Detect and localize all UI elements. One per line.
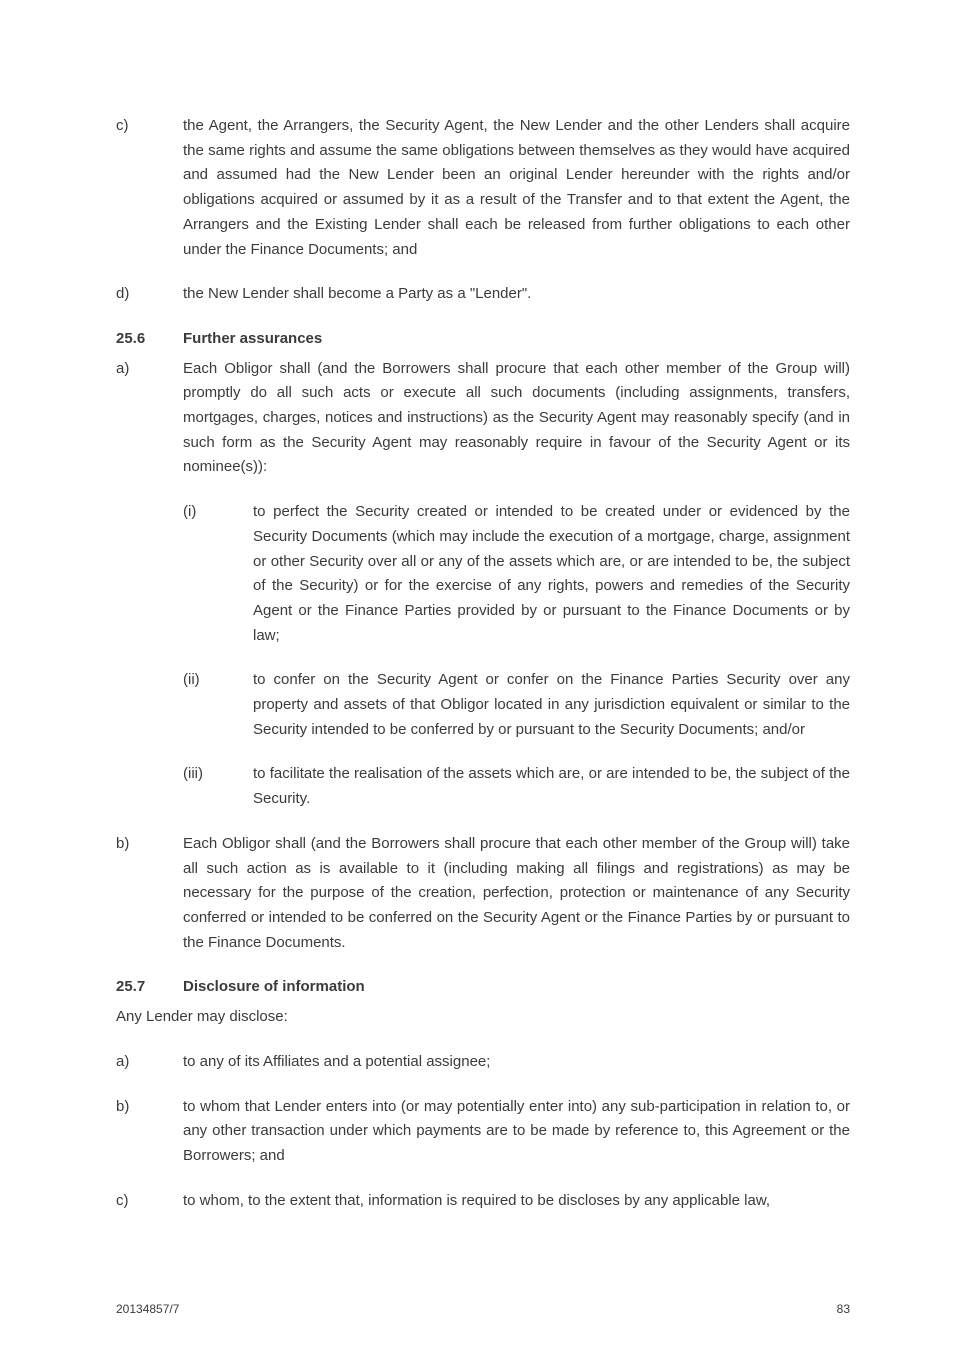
clause-text: Each Obligor shall (and the Borrowers shall procure that each other member of the Group will) take all such action as is available to it (including making all filings and registrations) as may be necessary for the purpose of the creation, perfection, protection or maintenance of any Security conferred or intended to be conferred on the Security Agent or the Finance Parties by or pursuant to the Finance Documents. (183, 834, 850, 951)
clause-marker: a) (116, 1052, 130, 1070)
sub-clause-text: to facilitate the realisation of the assets which are, or are intended to be, the subject of the Security. (253, 765, 850, 808)
sub-clause-marker: (ii) (183, 671, 200, 689)
clause-text: the Agent, the Arrangers, the Security Agent, the New Lender and the other Lenders shall acquire the same rights and assume the same obligations between themselves as they would have acquired and assumed had the New Lender been an original Lender hereunder with the rights and/or obligations acquired or assumed by it as a result of the Transfer and to that extent the Agent, the Arrangers and the Existing Lender shall each be released from further obligations to each other under the Finance Documents; and (183, 117, 850, 258)
clause-b-further-assurances (116, 832, 850, 956)
section-title: Further assurances (183, 329, 323, 347)
clause-marker: b) (116, 1097, 130, 1115)
clause-text: Each Obligor shall (and the Borrowers shall procure that each other member of the Group will) promptly do all such acts or execute all such documents (including assignments, transfers, mortgages, charges, notices and instructions) as the Security Agent may reasonably specify (and in such form as the Security Agent may reasonably require in favour of the Security Agent or its nominee(s)): (183, 359, 850, 476)
section-title: Disclosure of information (183, 978, 365, 996)
clause-b-disclosure (116, 1095, 850, 1169)
section-number: 25.6 (116, 329, 146, 347)
clause-marker: b) (116, 834, 130, 852)
clause-marker: c) (116, 1191, 129, 1209)
clause-text: to whom that Lender enters into (or may potentially enter into) any sub-participation in relation to, or any other transaction under which payments are to be made by reference to, this Agreement or the Borrowers; and (183, 1097, 850, 1164)
sub-clause-marker: (i) (183, 503, 197, 521)
document-number: 20134857/7 (116, 1302, 180, 1316)
sub-clause-text: to perfect the Security created or intended to be created under or evidenced by the Security Documents (which may include the execution of a mortgage, charge, assignment or other Security over all or any of the assets which are, or are intended to be, the subject of the Security) or for the exercise of any rights, powers and remedies of the Security Agent or the Finance Parties provided by or pursuant to the Finance Documents or by law; (253, 503, 850, 644)
clause-d-transfer (116, 282, 850, 307)
clause-c-transfer (116, 114, 850, 262)
sub-clause-i (183, 500, 850, 648)
clause-marker: c) (116, 117, 129, 134)
clause-text: to any of its Affiliates and a potential assignee; (183, 1052, 491, 1070)
clause-text: to whom, to the extent that, information is required to be discloses by any applicable law, (183, 1191, 770, 1209)
clause-a-disclosure (116, 1050, 850, 1075)
section-heading-25-6 (116, 327, 850, 352)
page-footer (116, 1302, 850, 1317)
clause-marker: d) (116, 285, 130, 303)
section-number: 25.7 (116, 978, 146, 996)
clause-marker: a) (116, 359, 130, 377)
clause-text: the New Lender shall become a Party as a "Lender". (183, 285, 532, 303)
sub-clause-ii (183, 668, 850, 742)
section-heading-25-7 (116, 975, 850, 1000)
sub-clause-iii (183, 762, 850, 811)
intro-paragraph: Any Lender may disclose: (116, 1008, 288, 1026)
clause-a-further-assurances (116, 357, 850, 481)
clause-c-disclosure (116, 1189, 850, 1214)
document-body (116, 114, 850, 1233)
sub-clause-marker: (iii) (183, 765, 203, 783)
page-number: 83 (836, 1302, 850, 1316)
sub-clause-text: to confer on the Security Agent or confer on the Finance Parties Security over any property and assets of that Obligor located in any jurisdiction equivalent or similar to the Security intended to be conferred by or pursuant to the Security Documents; and/or (253, 671, 850, 738)
